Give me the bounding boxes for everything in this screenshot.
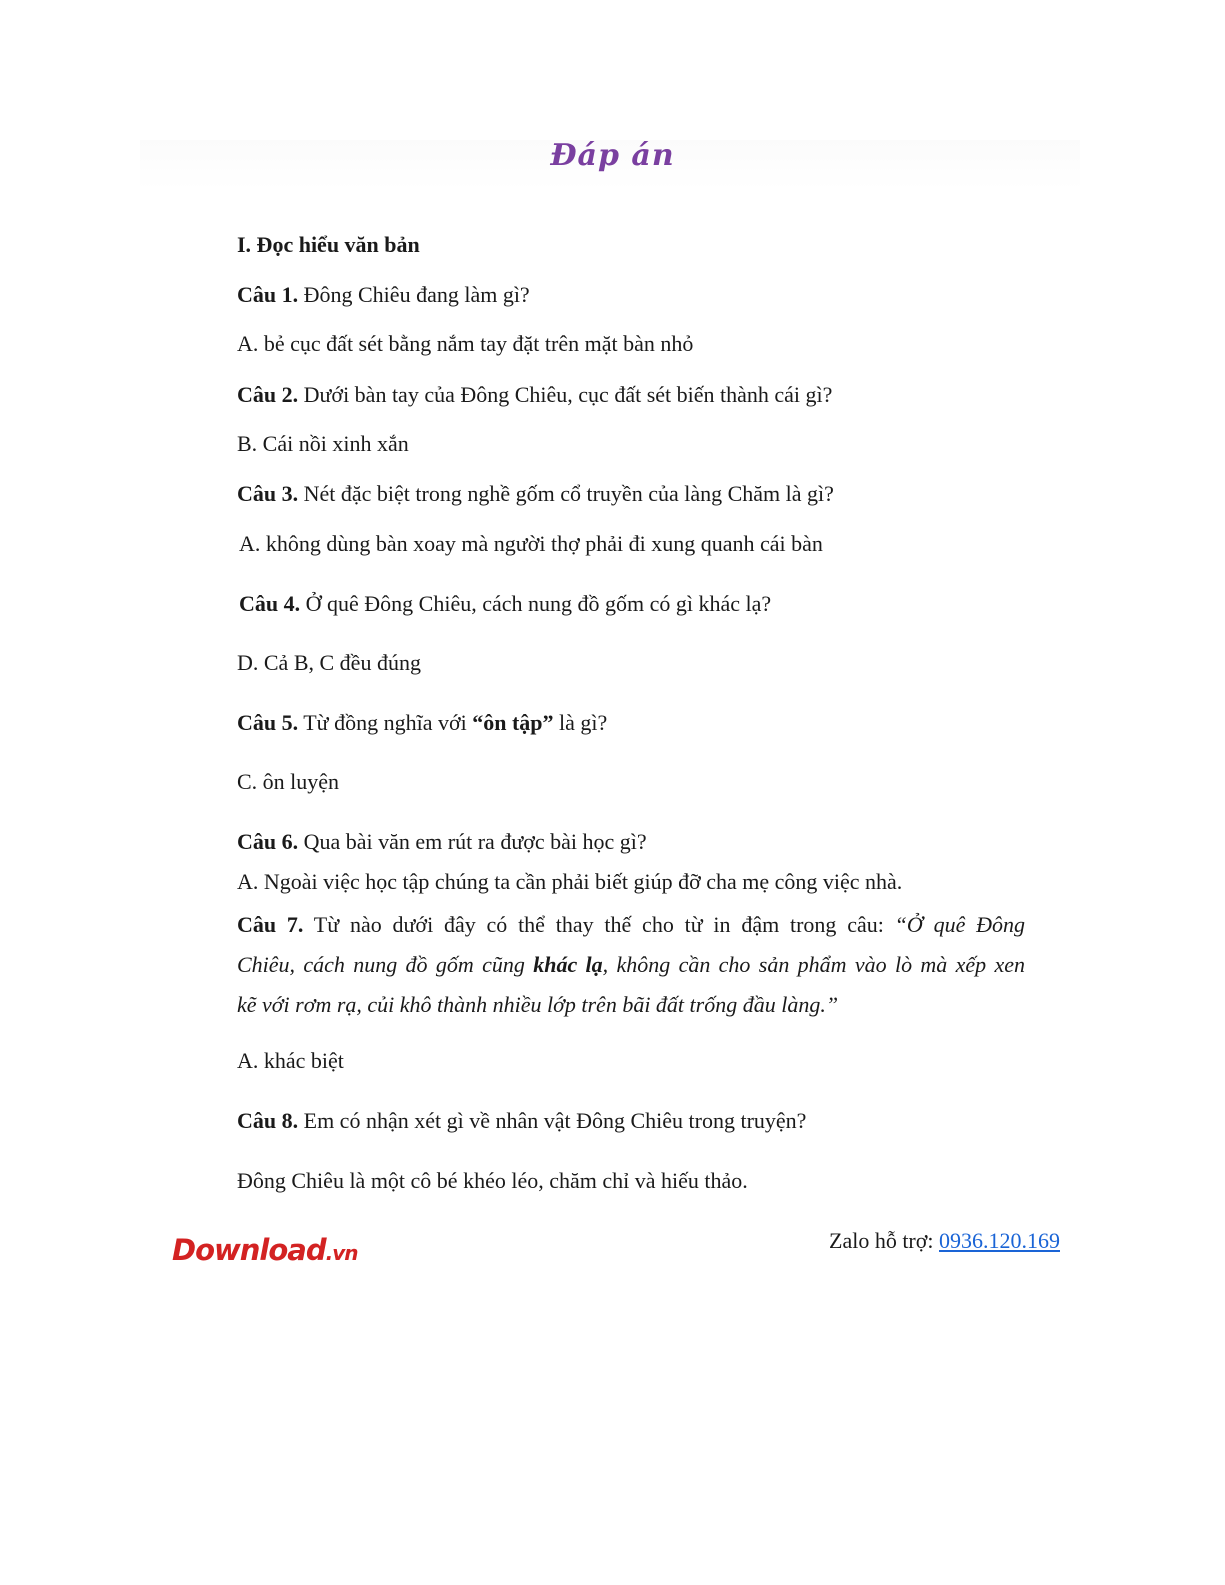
- page-title: Đáp án: [550, 138, 675, 173]
- quote-bold-word: khác lạ: [533, 952, 603, 977]
- logo-suffix: .vn: [325, 1241, 358, 1265]
- question-4: [239, 589, 771, 619]
- question-7-line-1: [237, 905, 1025, 945]
- bold-word: “ôn tập”: [472, 710, 554, 735]
- question-7: [237, 905, 1025, 1025]
- quote-start: “Ở quê Đông: [894, 912, 1026, 937]
- question-label: Câu 4.: [239, 591, 301, 616]
- question-5: [237, 708, 607, 738]
- question-3: [237, 479, 834, 509]
- question-1: [237, 280, 530, 310]
- support-label: Zalo hỗ trợ:: [829, 1228, 939, 1253]
- question-text-end: là gì?: [553, 710, 608, 735]
- question-text: Từ nào dưới đây có thể thay thế cho từ in đậm trong câu:: [303, 912, 895, 937]
- answer-3: A. không dùng bàn xoay mà người thợ phải đi xung quanh cái bàn: [239, 531, 823, 556]
- question-8: [237, 1106, 806, 1136]
- question-text: Em có nhận xét gì về nhân vật Đông Chiêu trong truyện?: [298, 1108, 807, 1133]
- quote-text-end: , không cần cho sản phẩm vào lò mà xếp xen: [602, 952, 1025, 977]
- question-label: Câu 5.: [237, 710, 299, 735]
- answer-6: A. Ngoài việc học tập chúng ta cần phải biết giúp đỡ cha mẹ công việc nhà.: [237, 869, 903, 894]
- answer-2: B. Cái nồi xinh xắn: [237, 431, 409, 456]
- question-text: Nét đặc biệt trong nghề gốm cổ truyền của làng Chăm là gì?: [298, 481, 834, 506]
- section-heading: I. Đọc hiểu văn bản: [237, 232, 420, 257]
- question-label: Câu 8.: [237, 1108, 299, 1133]
- question-label: Câu 7.: [237, 912, 304, 937]
- question-text: Từ đồng nghĩa với: [298, 710, 473, 735]
- question-text: Dưới bàn tay của Đông Chiêu, cục đất sét biến thành cái gì?: [298, 382, 833, 407]
- question-text: Đông Chiêu đang làm gì?: [298, 282, 530, 307]
- support-phone-link[interactable]: 0936.120.169: [939, 1228, 1060, 1253]
- question-6: [237, 827, 647, 857]
- question-label: Câu 1.: [237, 282, 299, 307]
- answer-1: A. bẻ cục đất sét bằng nắm tay đặt trên mặt bàn nhỏ: [237, 331, 694, 356]
- question-7-line-2: [237, 945, 1025, 985]
- logo-text: Download: [172, 1233, 326, 1267]
- question-label: Câu 3.: [237, 481, 299, 506]
- question-2: [237, 380, 832, 410]
- question-text: Ở quê Đông Chiêu, cách nung đồ gốm có gì khác lạ?: [300, 591, 772, 616]
- quote-text: Chiêu, cách nung đồ gốm cũng: [237, 952, 534, 977]
- question-7-line-3: kẽ với rơm rạ, củi khô thành nhiều lớp trên bãi đất trống đầu làng.”: [237, 992, 839, 1017]
- answer-8: Đông Chiêu là một cô bé khéo léo, chăm chỉ và hiếu thảo.: [237, 1168, 748, 1193]
- answer-4: D. Cả B, C đều đúng: [237, 650, 421, 675]
- question-text: Qua bài văn em rút ra được bài học gì?: [298, 829, 647, 854]
- question-label: Câu 2.: [237, 382, 299, 407]
- answer-7: A. khác biệt: [237, 1048, 344, 1073]
- download-vn-logo: [172, 1233, 358, 1267]
- zalo-support: [829, 1228, 1060, 1254]
- answer-5: C. ôn luyện: [237, 769, 340, 794]
- question-label: Câu 6.: [237, 829, 299, 854]
